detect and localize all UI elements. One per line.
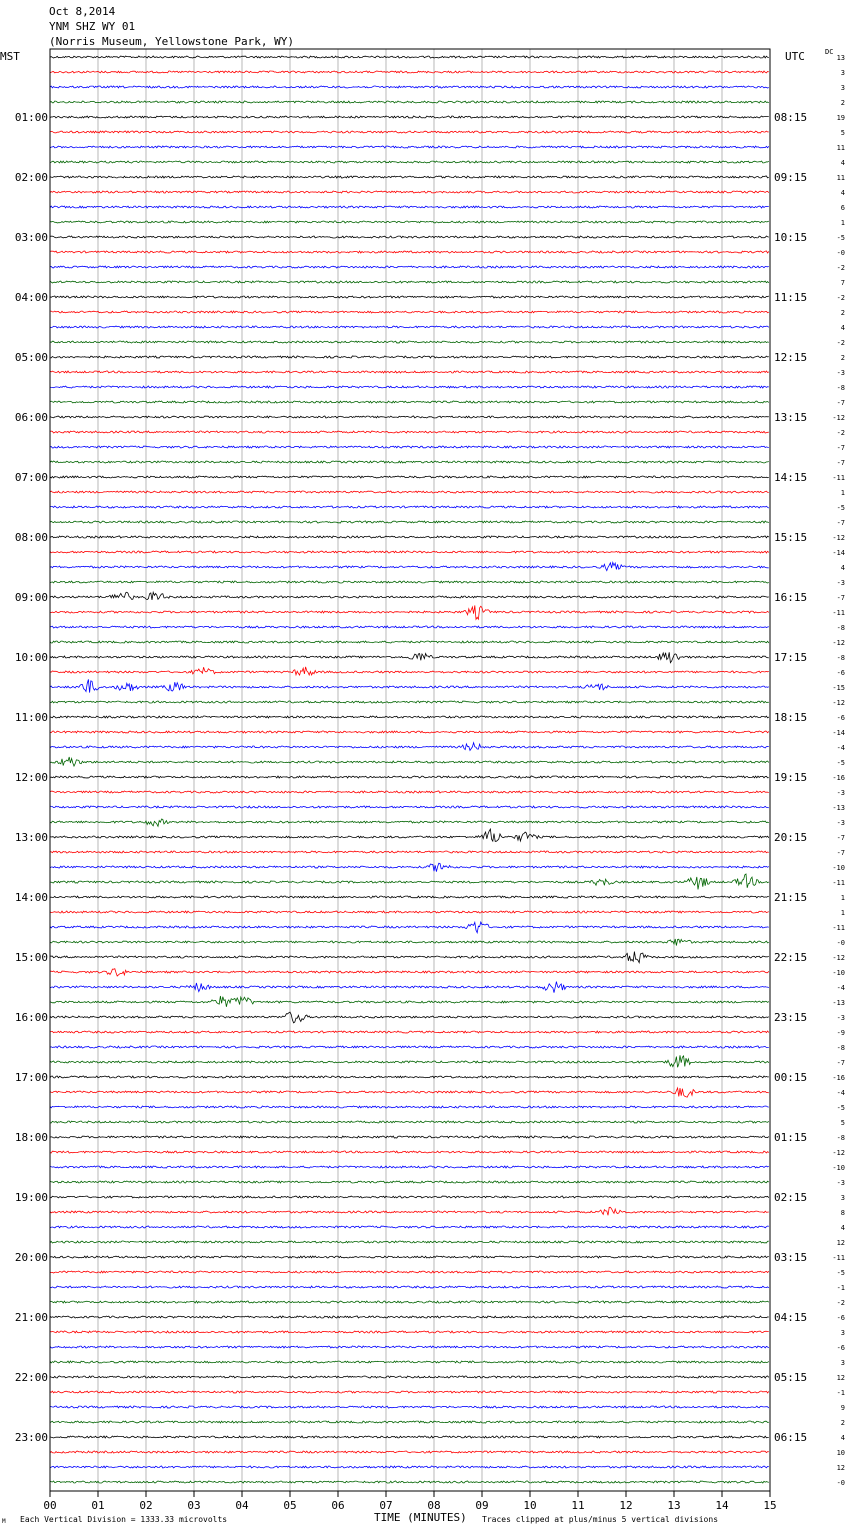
trace-line bbox=[50, 1361, 769, 1363]
trace-line bbox=[50, 56, 769, 58]
trace-line bbox=[50, 1046, 769, 1048]
trace-line bbox=[50, 1286, 769, 1288]
trace-line bbox=[50, 506, 769, 508]
dc-offset-value: -4 bbox=[836, 984, 845, 992]
dc-offset-value: 1 bbox=[840, 219, 845, 227]
trace-line bbox=[50, 161, 769, 163]
x-tick-label: 03 bbox=[187, 1499, 201, 1512]
dc-offset-value: -8 bbox=[836, 1134, 845, 1142]
dc-offset-value: 4 bbox=[840, 564, 845, 572]
trace-line bbox=[50, 1055, 769, 1067]
trace-line bbox=[50, 371, 769, 373]
dc-offset-value: -8 bbox=[836, 654, 845, 662]
utc-hour-label: 18:15 bbox=[774, 711, 808, 724]
dc-offset-values bbox=[832, 54, 845, 1487]
dc-offset-value: -11 bbox=[832, 474, 845, 482]
trace-line bbox=[50, 1166, 769, 1168]
dc-offset-value: -6 bbox=[836, 669, 845, 677]
trace-line bbox=[50, 982, 769, 993]
mst-hour-label: 19:00 bbox=[14, 1191, 48, 1204]
dc-offset-value: 11 bbox=[836, 144, 845, 152]
trace-line bbox=[50, 191, 769, 193]
station-code: YNM SHZ WY 01 bbox=[49, 20, 136, 33]
dc-offset-value: 10 bbox=[836, 1449, 845, 1457]
utc-hour-label: 10:15 bbox=[774, 231, 808, 244]
x-tick-label: 11 bbox=[571, 1499, 585, 1512]
trace-line bbox=[50, 311, 769, 313]
trace-line bbox=[50, 551, 769, 553]
trace-line bbox=[50, 592, 769, 600]
dc-offset-title: DC bbox=[825, 48, 834, 56]
trace-line bbox=[50, 641, 769, 643]
trace-line bbox=[50, 86, 769, 88]
dc-offset-value: -3 bbox=[836, 1014, 845, 1022]
dc-offset-value: 12 bbox=[836, 1239, 845, 1247]
trace-line bbox=[50, 1031, 769, 1033]
trace-line bbox=[50, 1421, 769, 1423]
trace-line bbox=[50, 896, 769, 898]
x-tick-label: 04 bbox=[235, 1499, 249, 1512]
dc-offset-value: -14 bbox=[832, 549, 845, 557]
trace-line bbox=[50, 1226, 769, 1228]
trace-line bbox=[50, 416, 769, 418]
trace-line bbox=[50, 431, 769, 433]
dc-offset-value: 1 bbox=[840, 894, 845, 902]
corner-mark: M bbox=[2, 1518, 6, 1525]
plot-frame bbox=[50, 49, 770, 1491]
x-tick-label: 09 bbox=[475, 1499, 489, 1512]
dc-offset-value: 6 bbox=[840, 204, 845, 212]
trace-line bbox=[50, 1121, 769, 1123]
dc-offset-value: -2 bbox=[836, 1299, 845, 1307]
trace-line bbox=[50, 461, 769, 463]
trace-line bbox=[50, 679, 769, 692]
dc-offset-value: 2 bbox=[840, 309, 845, 317]
trace-line bbox=[50, 1436, 769, 1438]
trace-line bbox=[50, 806, 769, 808]
mst-hour-label: 06:00 bbox=[14, 411, 48, 424]
trace-line bbox=[50, 206, 769, 208]
trace-group bbox=[50, 56, 769, 1483]
x-tick-label: 00 bbox=[43, 1499, 57, 1512]
dc-offset-value: -5 bbox=[836, 504, 845, 512]
plot-date: Oct 8,2014 bbox=[49, 5, 116, 18]
dc-offset-value: -2 bbox=[836, 294, 845, 302]
mst-hour-label: 10:00 bbox=[14, 651, 48, 664]
trace-line bbox=[50, 1301, 769, 1303]
trace-line bbox=[50, 446, 769, 448]
dc-offset-value: -8 bbox=[836, 624, 845, 632]
trace-line bbox=[50, 911, 769, 913]
trace-line bbox=[50, 281, 769, 283]
dc-offset-value: 2 bbox=[840, 354, 845, 362]
dc-offset-value: -2 bbox=[836, 264, 845, 272]
mst-hour-label: 22:00 bbox=[14, 1371, 48, 1384]
mst-axis-title: MST bbox=[0, 50, 20, 63]
dc-offset-value: -11 bbox=[832, 879, 845, 887]
mst-hour-label: 05:00 bbox=[14, 351, 48, 364]
trace-line bbox=[50, 716, 769, 718]
utc-hour-label: 05:15 bbox=[774, 1371, 808, 1384]
x-tick-label: 05 bbox=[283, 1499, 297, 1512]
dc-offset-value: -3 bbox=[836, 819, 845, 827]
trace-line bbox=[50, 667, 769, 675]
trace-line bbox=[50, 626, 769, 628]
dc-offset-value: -1 bbox=[836, 1389, 845, 1397]
dc-offset-value: 19 bbox=[836, 114, 845, 122]
dc-offset-value: -11 bbox=[832, 609, 845, 617]
trace-line bbox=[50, 491, 769, 493]
utc-hour-label: 21:15 bbox=[774, 891, 808, 904]
trace-line bbox=[50, 101, 769, 103]
dc-offset-value: -12 bbox=[832, 954, 845, 962]
trace-line bbox=[50, 1088, 769, 1097]
clip-note: Traces clipped at plus/minus 5 vertical divisions bbox=[482, 1515, 719, 1524]
trace-line bbox=[50, 1207, 769, 1215]
dc-offset-value: -6 bbox=[836, 714, 845, 722]
x-tick-label: 01 bbox=[91, 1499, 105, 1512]
dc-offset-value: -12 bbox=[832, 1149, 845, 1157]
dc-offset-value: -2 bbox=[836, 429, 845, 437]
mst-hour-label: 14:00 bbox=[14, 891, 48, 904]
trace-line bbox=[50, 791, 769, 793]
dc-offset-value: 3 bbox=[840, 69, 845, 77]
trace-line bbox=[50, 266, 769, 268]
utc-hour-label: 08:15 bbox=[774, 111, 808, 124]
station-location: (Norris Museum, Yellowstone Park, WY) bbox=[49, 35, 295, 48]
dc-offset-value: 4 bbox=[840, 1434, 845, 1442]
utc-hour-label: 14:15 bbox=[774, 471, 808, 484]
trace-line bbox=[50, 874, 769, 889]
trace-line bbox=[50, 1136, 769, 1138]
mst-hour-label: 04:00 bbox=[14, 291, 48, 304]
trace-line bbox=[50, 131, 769, 133]
dc-offset-value: -16 bbox=[832, 774, 845, 782]
trace-line bbox=[50, 757, 769, 766]
utc-hour-label: 13:15 bbox=[774, 411, 808, 424]
trace-line bbox=[50, 386, 769, 388]
dc-offset-value: -7 bbox=[836, 519, 845, 527]
trace-line bbox=[50, 326, 769, 328]
mst-hour-label: 11:00 bbox=[14, 711, 48, 724]
trace-line bbox=[50, 1271, 769, 1273]
trace-line bbox=[50, 1406, 769, 1408]
trace-line bbox=[50, 652, 769, 662]
dc-offset-value: -3 bbox=[836, 369, 845, 377]
dc-offset-value: 8 bbox=[840, 1209, 845, 1217]
trace-line bbox=[50, 521, 769, 523]
trace-line bbox=[50, 969, 769, 976]
grid-lines bbox=[98, 49, 722, 1491]
trace-line bbox=[50, 562, 769, 570]
x-tick-label: 02 bbox=[139, 1499, 153, 1512]
trace-line bbox=[50, 851, 769, 853]
trace-line bbox=[50, 829, 769, 841]
trace-line bbox=[50, 1346, 769, 1348]
x-tick-label: 15 bbox=[763, 1499, 777, 1512]
x-tick-label: 12 bbox=[619, 1499, 633, 1512]
trace-line bbox=[50, 1151, 769, 1153]
dc-offset-value: -7 bbox=[836, 834, 845, 842]
trace-line bbox=[50, 146, 769, 148]
dc-offset-value: 4 bbox=[840, 189, 845, 197]
trace-line bbox=[50, 1076, 769, 1078]
dc-offset-value: -12 bbox=[832, 639, 845, 647]
dc-offset-value: -5 bbox=[836, 234, 845, 242]
trace-line bbox=[50, 236, 769, 238]
trace-line bbox=[50, 1481, 769, 1483]
trace-line bbox=[50, 743, 769, 751]
dc-offset-value: -3 bbox=[836, 789, 845, 797]
trace-line bbox=[50, 863, 769, 872]
dc-offset-value: 5 bbox=[840, 129, 845, 137]
trace-line bbox=[50, 581, 769, 583]
dc-offset-value: 3 bbox=[840, 1329, 845, 1337]
utc-hour-label: 16:15 bbox=[774, 591, 808, 604]
dc-offset-value: 1 bbox=[840, 489, 845, 497]
dc-offset-value: -10 bbox=[832, 1164, 845, 1172]
trace-line bbox=[50, 1196, 769, 1198]
mst-hour-label: 03:00 bbox=[14, 231, 48, 244]
x-tick-label: 06 bbox=[331, 1499, 345, 1512]
dc-offset-value: -11 bbox=[832, 924, 845, 932]
trace-line bbox=[50, 1391, 769, 1393]
dc-offset-value: -3 bbox=[836, 1179, 845, 1187]
dc-offset-value: 7 bbox=[840, 279, 845, 287]
x-tick-label: 13 bbox=[667, 1499, 681, 1512]
mst-hour-label: 09:00 bbox=[14, 591, 48, 604]
trace-line bbox=[50, 476, 769, 478]
dc-offset-value: 13 bbox=[836, 54, 845, 62]
trace-line bbox=[50, 776, 769, 778]
trace-line bbox=[50, 922, 769, 933]
trace-line bbox=[50, 1316, 769, 1318]
utc-hour-label: 11:15 bbox=[774, 291, 808, 304]
trace-line bbox=[50, 341, 769, 343]
mst-hour-label: 18:00 bbox=[14, 1131, 48, 1144]
dc-offset-value: -13 bbox=[832, 804, 845, 812]
mst-hour-label: 13:00 bbox=[14, 831, 48, 844]
mst-hour-label: 01:00 bbox=[14, 111, 48, 124]
trace-line bbox=[50, 71, 769, 73]
trace-line bbox=[50, 536, 769, 538]
mst-hour-label: 15:00 bbox=[14, 951, 48, 964]
mst-hour-label: 12:00 bbox=[14, 771, 48, 784]
dc-offset-value: -15 bbox=[832, 684, 845, 692]
dc-offset-value: -10 bbox=[832, 969, 845, 977]
mst-hour-label: 16:00 bbox=[14, 1011, 48, 1024]
utc-hour-label: 01:15 bbox=[774, 1131, 808, 1144]
dc-offset-value: -8 bbox=[836, 1044, 845, 1052]
dc-offset-value: 4 bbox=[840, 324, 845, 332]
dc-offset-value: -5 bbox=[836, 1269, 845, 1277]
x-tick-label: 08 bbox=[427, 1499, 441, 1512]
dc-offset-value: 11 bbox=[836, 174, 845, 182]
trace-line bbox=[50, 996, 769, 1007]
dc-offset-value: -13 bbox=[832, 999, 845, 1007]
trace-line bbox=[50, 176, 769, 178]
dc-offset-value: 3 bbox=[840, 84, 845, 92]
dc-offset-value: -8 bbox=[836, 384, 845, 392]
dc-offset-value: -7 bbox=[836, 594, 845, 602]
utc-hour-label: 09:15 bbox=[774, 171, 808, 184]
dc-offset-value: -7 bbox=[836, 399, 845, 407]
dc-offset-value: -12 bbox=[832, 534, 845, 542]
dc-offset-value: -14 bbox=[832, 729, 845, 737]
dc-offset-value: -0 bbox=[836, 249, 845, 257]
dc-offset-value: 3 bbox=[840, 1194, 845, 1202]
dc-offset-value: -0 bbox=[836, 939, 845, 947]
trace-line bbox=[50, 939, 769, 946]
x-axis-title: TIME (MINUTES) bbox=[374, 1511, 467, 1524]
dc-offset-value: 4 bbox=[840, 159, 845, 167]
x-tick-label: 14 bbox=[715, 1499, 729, 1512]
dc-offset-value: -3 bbox=[836, 579, 845, 587]
dc-offset-value: -12 bbox=[832, 699, 845, 707]
trace-line bbox=[50, 1106, 769, 1108]
x-tick-label: 10 bbox=[523, 1499, 537, 1512]
trace-line bbox=[50, 605, 769, 619]
trace-line bbox=[50, 1256, 769, 1258]
dc-offset-value: -7 bbox=[836, 1059, 845, 1067]
dc-offset-value: 9 bbox=[840, 1404, 845, 1412]
trace-line bbox=[50, 401, 769, 403]
trace-line bbox=[50, 356, 769, 358]
utc-hour-label: 00:15 bbox=[774, 1071, 808, 1084]
dc-offset-value: 1 bbox=[840, 909, 845, 917]
dc-offset-value: -7 bbox=[836, 459, 845, 467]
mst-hour-label: 07:00 bbox=[14, 471, 48, 484]
dc-offset-value: -6 bbox=[836, 1344, 845, 1352]
utc-hour-label: 22:15 bbox=[774, 951, 808, 964]
utc-hour-label: 04:15 bbox=[774, 1311, 808, 1324]
dc-offset-value: -10 bbox=[832, 864, 845, 872]
mst-hour-label: 21:00 bbox=[14, 1311, 48, 1324]
dc-offset-value: -5 bbox=[836, 1104, 845, 1112]
dc-offset-value: -0 bbox=[836, 1479, 845, 1487]
dc-offset-value: 3 bbox=[840, 1359, 845, 1367]
dc-offset-value: 12 bbox=[836, 1464, 845, 1472]
dc-offset-value: -5 bbox=[836, 759, 845, 767]
dc-offset-value: -7 bbox=[836, 849, 845, 857]
trace-line bbox=[50, 1012, 769, 1023]
utc-hour-label: 03:15 bbox=[774, 1251, 808, 1264]
dc-offset-value: 12 bbox=[836, 1374, 845, 1382]
utc-hour-label: 06:15 bbox=[774, 1431, 808, 1444]
mst-hour-label: 08:00 bbox=[14, 531, 48, 544]
trace-line bbox=[50, 116, 769, 118]
dc-offset-value: 2 bbox=[840, 1419, 845, 1427]
dc-offset-value: -16 bbox=[832, 1074, 845, 1082]
dc-offset-value: -9 bbox=[836, 1029, 845, 1037]
dc-offset-value: -11 bbox=[832, 1254, 845, 1262]
dc-offset-value: -1 bbox=[836, 1284, 845, 1292]
mst-hour-label: 17:00 bbox=[14, 1071, 48, 1084]
mst-hour-label: 23:00 bbox=[14, 1431, 48, 1444]
trace-line bbox=[50, 1466, 769, 1468]
trace-line bbox=[50, 1241, 769, 1243]
dc-offset-value: -6 bbox=[836, 1314, 845, 1322]
trace-line bbox=[50, 1451, 769, 1453]
trace-line bbox=[50, 819, 769, 826]
utc-hour-label: 15:15 bbox=[774, 531, 808, 544]
dc-offset-value: -12 bbox=[832, 414, 845, 422]
trace-line bbox=[50, 701, 769, 703]
utc-hour-label: 20:15 bbox=[774, 831, 808, 844]
trace-line bbox=[50, 296, 769, 298]
utc-hour-label: 02:15 bbox=[774, 1191, 808, 1204]
utc-axis-title: UTC bbox=[785, 50, 805, 63]
utc-hour-label: 17:15 bbox=[774, 651, 808, 664]
x-axis bbox=[43, 1491, 776, 1512]
utc-hour-label: 23:15 bbox=[774, 1011, 808, 1024]
trace-line bbox=[50, 1376, 769, 1378]
utc-hour-label: 19:15 bbox=[774, 771, 808, 784]
dc-offset-value: -4 bbox=[836, 744, 845, 752]
dc-offset-value: 4 bbox=[840, 1224, 845, 1232]
x-tick-label: 07 bbox=[379, 1499, 393, 1512]
utc-hour-label: 12:15 bbox=[774, 351, 808, 364]
dc-offset-value: 2 bbox=[840, 99, 845, 107]
trace-line bbox=[50, 952, 769, 963]
trace-line bbox=[50, 1181, 769, 1183]
dc-offset-value: -4 bbox=[836, 1089, 845, 1097]
dc-offset-value: -7 bbox=[836, 444, 845, 452]
trace-line bbox=[50, 731, 769, 733]
trace-line bbox=[50, 221, 769, 223]
vertical-division-note: Each Vertical Division = 1333.33 microvolts bbox=[20, 1515, 228, 1524]
dc-offset-value: -2 bbox=[836, 339, 845, 347]
mst-hour-label: 20:00 bbox=[14, 1251, 48, 1264]
mst-hour-label: 02:00 bbox=[14, 171, 48, 184]
dc-offset-value: 5 bbox=[840, 1119, 845, 1127]
trace-line bbox=[50, 1331, 769, 1333]
trace-line bbox=[50, 251, 769, 253]
